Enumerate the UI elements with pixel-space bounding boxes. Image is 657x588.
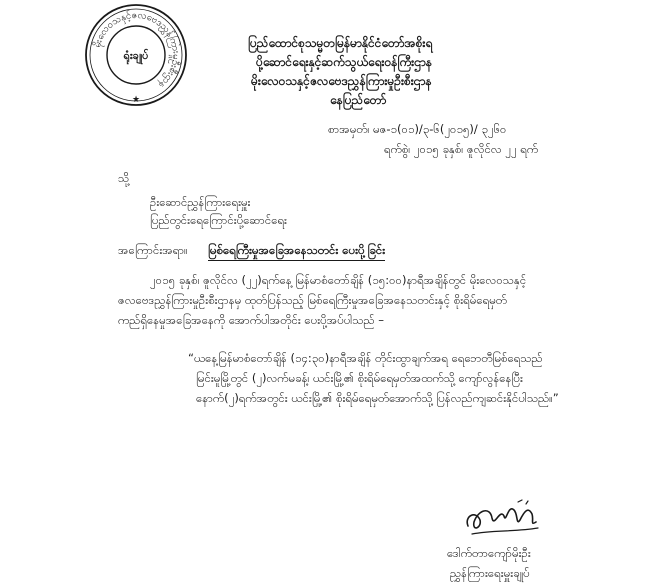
quote-line-3: နောက်(၂)ရက်အတွင်း ယင်းမြို့၏ စိုးရိမ်ရေမှတ်အောက်သို့ ပြန်လည်ကျဆင်းနိုင်ပါသည်။” <box>196 391 559 405</box>
recipient-title: ဦးဆောင်ညွှန်ကြားရေးမှူး <box>150 195 251 209</box>
recipient-organization: ပြည်တွင်းရေကြောင်းပို့ဆောင်ရေး <box>150 213 287 227</box>
header-city: နေပြည်တော် <box>330 93 387 107</box>
department-seal <box>84 3 188 107</box>
handwritten-signature <box>462 496 542 540</box>
signatory-title: ညွှန်ကြားရေးမှူးချုပ် <box>450 566 530 580</box>
seal-star-icon: ★ <box>131 95 141 105</box>
subject-text: မြစ်ရေကြီးမှုအခြေအနေသတင်း ပေးပို့ခြင်း <box>208 242 385 261</box>
subject-label: အကြောင်းအရာ။ <box>118 243 188 257</box>
to-label: သို့ <box>118 171 130 185</box>
body-line-2: ဇလဗေဒညွှန်ကြားမှုဦးစီးဌာနမှ ထုတ်ပြန်သည့် မြစ်ရေကြီးမှုအခြေအနေသတင်းနှင့် စိုးရိမ်ရေမှတ် <box>118 293 507 307</box>
seal-center-text: ရုံးချုပ် <box>123 49 149 62</box>
quote-line-1: “ယနေ့မြန်မာစံတော်ချိန် (၁၄:၃၀)နာရီအချိန် တိုင်းထွာချက်အရ ရေဘေတီမြစ်ရေသည် <box>188 351 543 365</box>
letter-date: ရက်စွဲ၊ ၂၀၁၅ ခုနှစ်၊ ဇူလိုင်လ ၂၂ ရက် <box>384 142 539 156</box>
header-department: မိုးလေဝသနှင့်ဇလဗေဒညွှန်ကြားမှုဦးစီးဌာန <box>251 74 432 88</box>
header-ministry: ပို့ဆောင်ရေးနှင့်ဆက်သွယ်ရေးဝန်ကြီးဌာန <box>256 55 432 69</box>
body-line-3: ကည်ရှိနေမှုအခြေအနေကို အောက်ပါအတိုင်း ပေးပို့အပ်ပါသည် – <box>118 313 384 327</box>
signatory-name: ဒေါက်တာကျော်မိုးဦး <box>447 546 531 560</box>
quote-line-2: မြင်းမူမြို့တွင် (၂)လက်မခန့်၊ ယင်းမြို့၏ စိုးရိမ်ရေမှတ်အထက်သို့ ကျော်လွန်နေပြီး <box>196 371 523 385</box>
letter-number: စာအမှတ်၊ မဇ-၁(၀၁)/၃-၆(၂၀၁၅)/ ၃၂၆၀ <box>328 122 507 136</box>
header-government: ပြည်ထောင်စုသမ္မတမြန်မာနိုင်ငံတော်အစိုးရ <box>248 36 433 50</box>
body-line-1: ၂၀၁၅ ခုနှစ်၊ ဇူလိုင်လ (၂၂)ရက်နေ့ မြန်မာစံတော်ချိန် (၁၅:၀၀)နာရီအချိန်တွင် မိုးလေဝသနှင့် <box>150 273 527 287</box>
seal-ring-text: မိုးလေဝသနှင့်ဇလဗေဒညွှန်ကြားမှုဦးစီးဌာန <box>91 9 182 91</box>
